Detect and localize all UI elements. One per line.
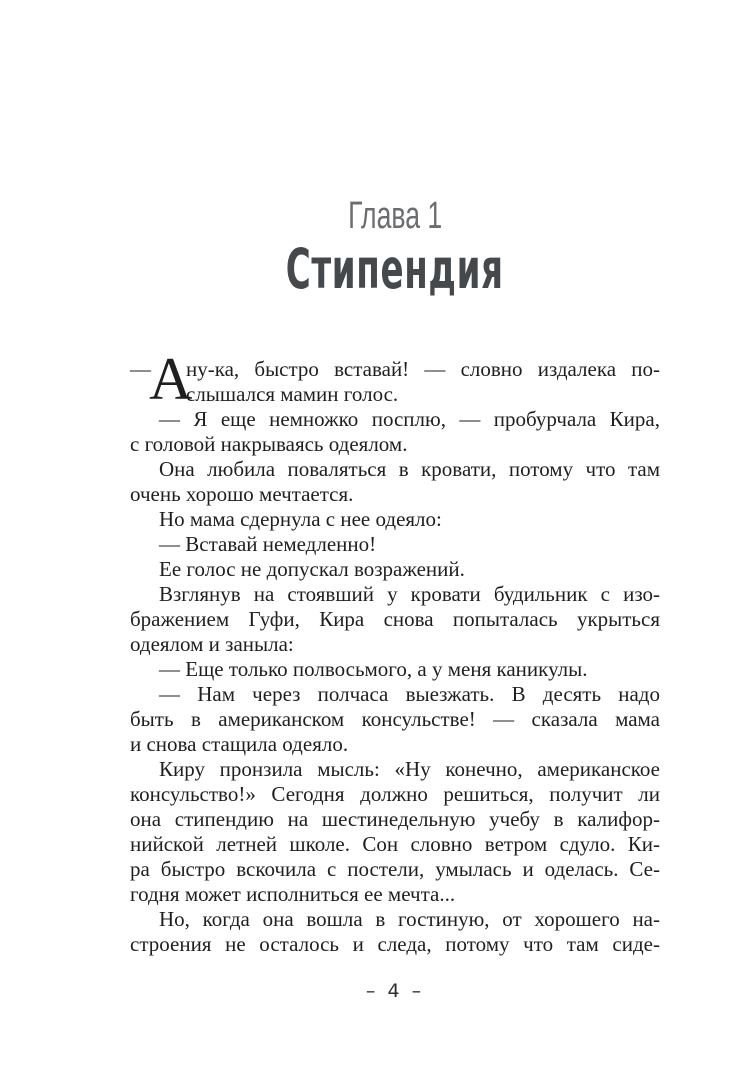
drop-cap-letter: А <box>149 346 193 412</box>
text-line: бражением Гуфи, Кира снова попыталась укрыться <box>130 607 660 631</box>
drop-cap <box>130 346 193 412</box>
text-line: — Вставай немедленно! <box>159 532 377 556</box>
text-line: консульство!» Сегодня должно решиться, получит ли <box>130 782 660 806</box>
text-line: ра быстро вскочила с постели, умылась и оделась. Се- <box>130 857 660 881</box>
text-line: Ее голос не допускал возражений. <box>159 557 465 581</box>
text-line: — Я еще немножко посплю, — пробурчала Кира, <box>159 407 660 431</box>
text-line: нийской летней школе. Сон словно ветром сдуло. Ки- <box>130 832 660 856</box>
page-number: – 4 – <box>365 980 425 1002</box>
text-line: годня может исполниться ее мечта... <box>130 882 456 906</box>
text-line: она стипендию на шестинедельную учебу в калифор- <box>130 807 660 831</box>
body-text <box>130 346 660 957</box>
text-line: Но мама сдернула с нее одеяло: <box>159 507 442 531</box>
chapter-label <box>130 196 660 236</box>
text-line: Киру пронзила мысль: «Ну конечно, американское <box>159 757 660 781</box>
chapter-title-text: Стипендия <box>286 237 504 301</box>
text-line: Она любила поваляться в кровати, потому что там <box>159 457 660 481</box>
chapter-title <box>130 237 660 301</box>
text-line: одеялом и заныла: <box>130 632 294 656</box>
text-line: слышался мамин голос. <box>186 382 399 406</box>
text-line: ну-ка, быстро вставай! — словно издалека по- <box>186 357 660 381</box>
text-line: Взглянув на стоявший у кровати будильник с изо- <box>159 582 660 606</box>
text-line: строения не осталось и следа, потому что там сиде- <box>130 932 660 956</box>
chapter-label-text: Глава 1 <box>347 195 443 237</box>
dialogue-dash: — <box>130 357 151 381</box>
text-line: Но, когда она вошла в гостиную, от хорошего на- <box>159 907 660 931</box>
text-line: — Еще только полвосьмого, а у меня каникулы. <box>159 657 588 681</box>
text-line: быть в американском консульстве! — сказала мама <box>130 707 660 731</box>
text-line: очень хорошо мечтается. <box>130 482 354 506</box>
text-line: и снова стащила одеяло. <box>130 732 349 756</box>
text-line: с головой накрываясь одеялом. <box>130 432 408 456</box>
text-line: — Нам через полчаса выезжать. В десять надо <box>159 682 660 706</box>
